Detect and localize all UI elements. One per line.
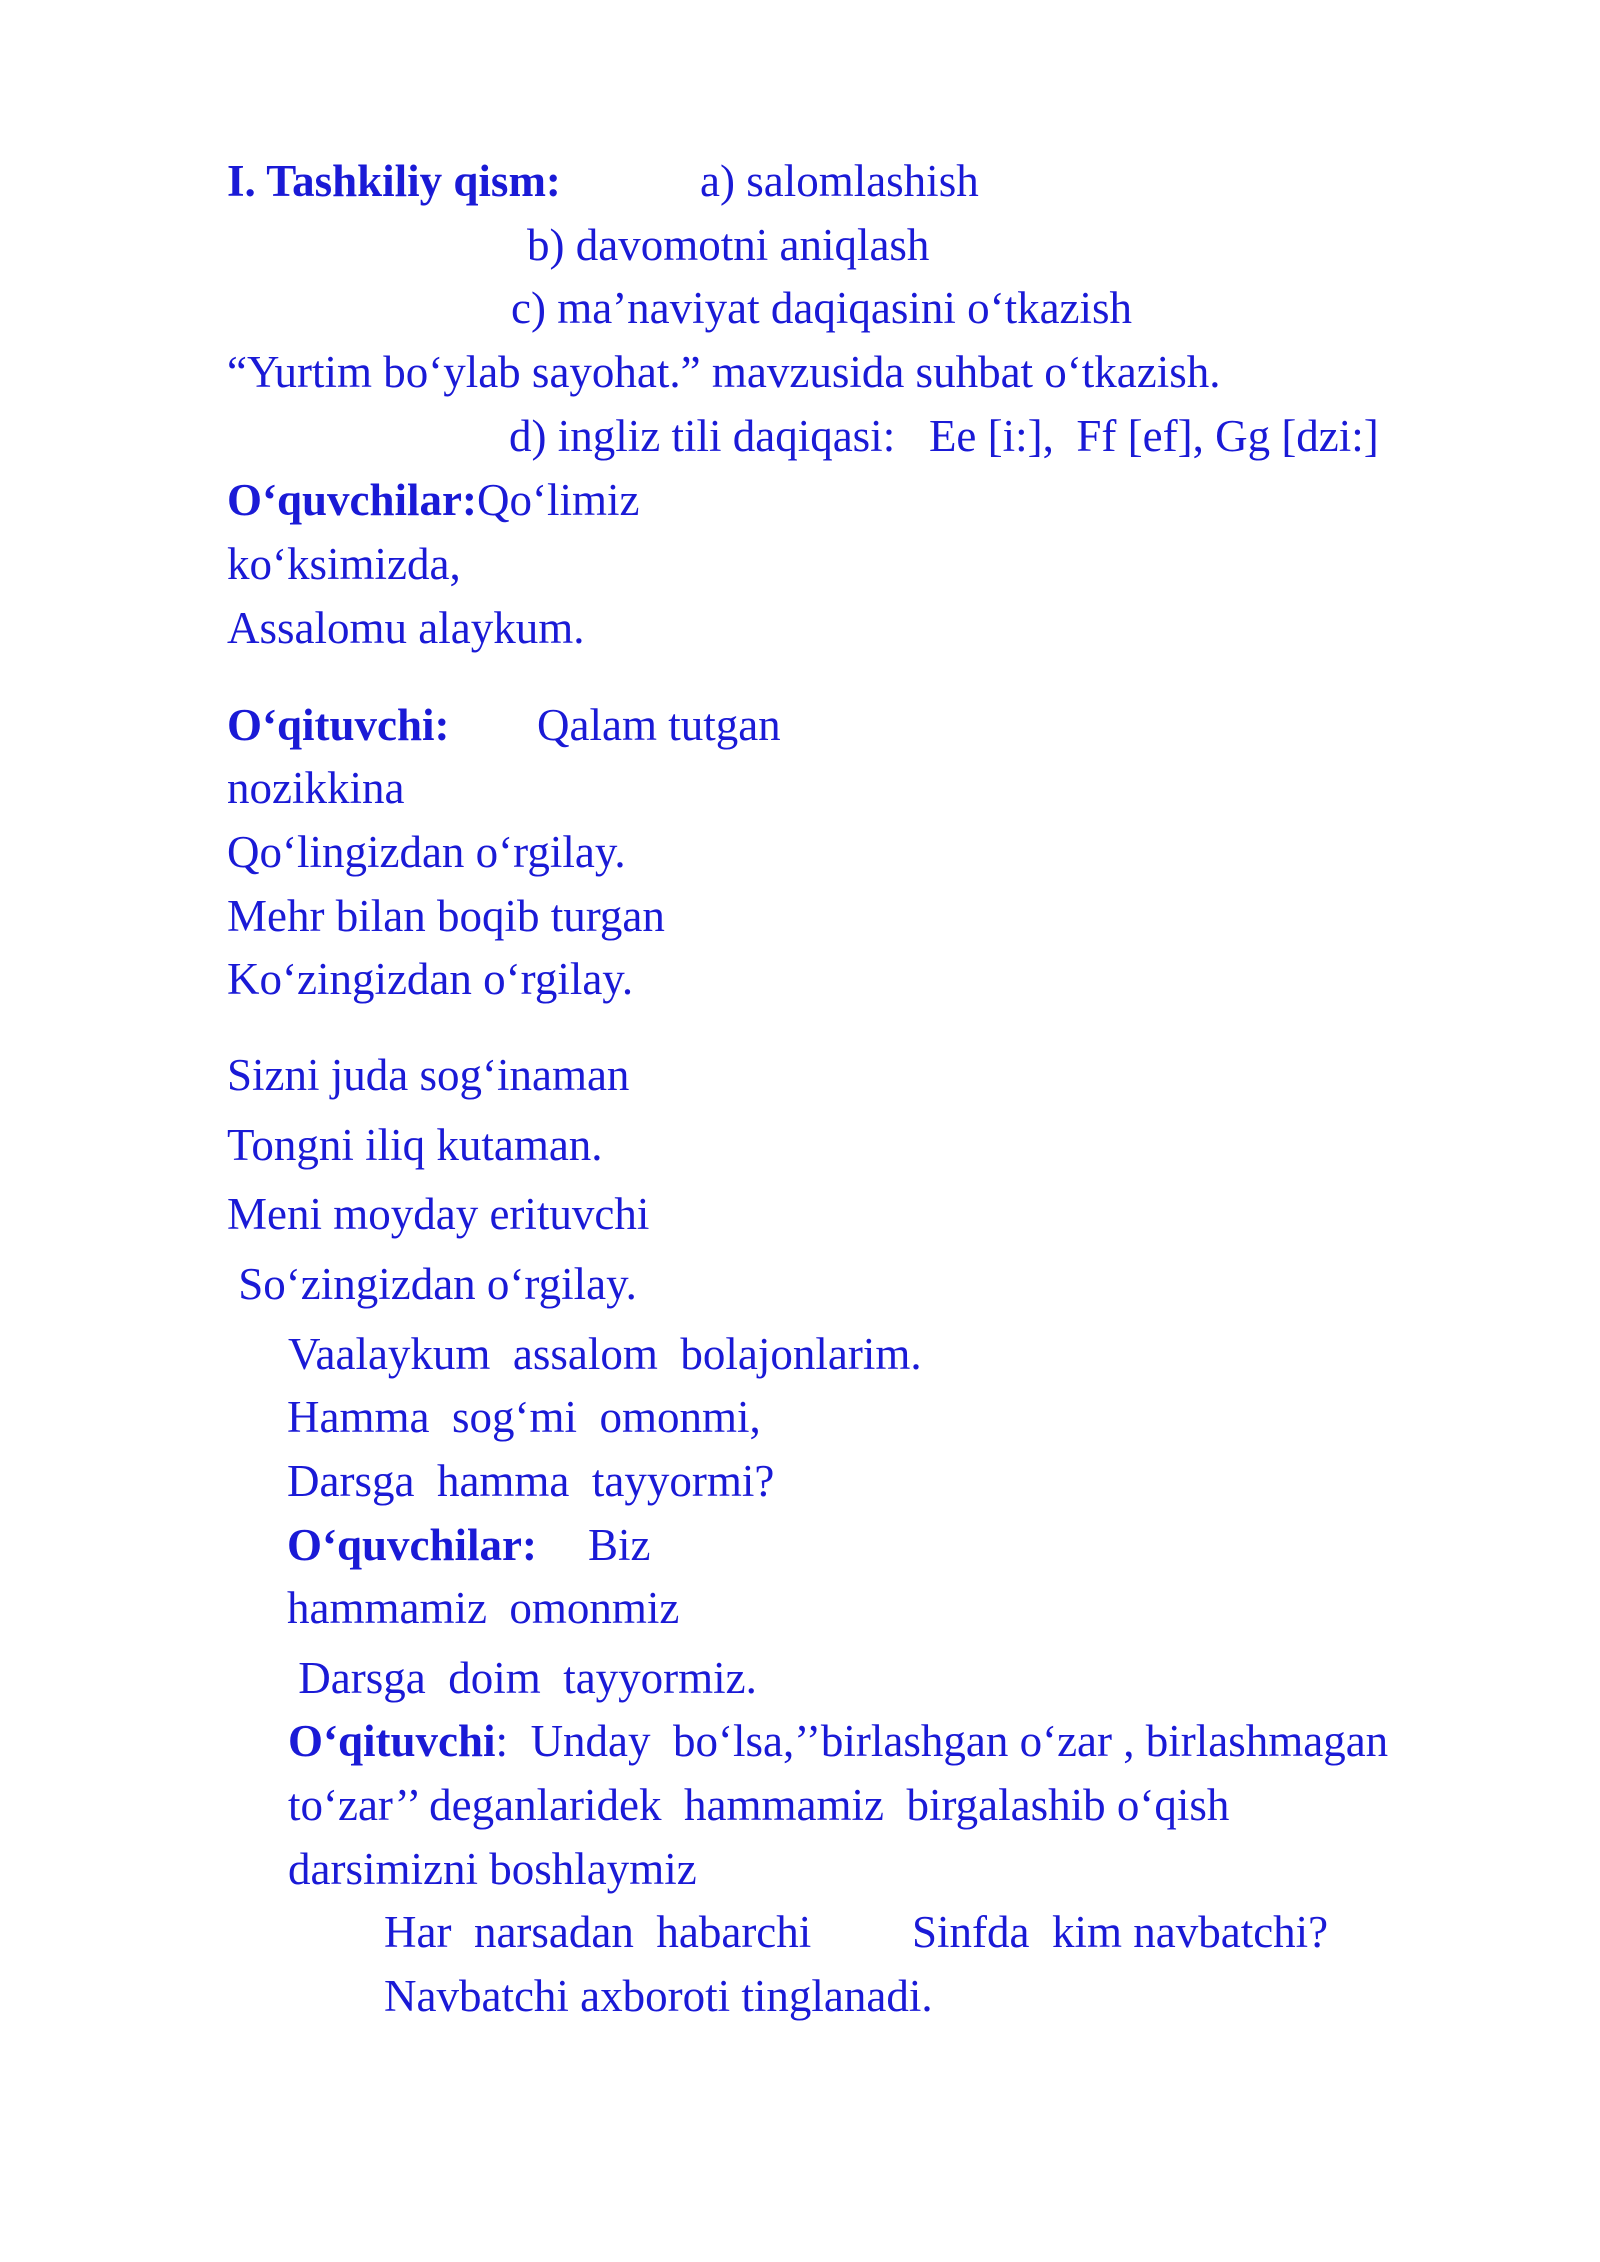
section-title: I. Tashkiliy qism: [227, 156, 561, 206]
students-reply-line-2: hammamiz omonmiz [287, 1583, 680, 1633]
students-greeting-line-1 [227, 472, 639, 528]
speaker-colon: : [495, 1716, 509, 1766]
speaker-label: O‘quvchilar: [227, 475, 478, 525]
speaker-label: O‘qituvchi [288, 1716, 496, 1766]
students-reply-line-1: Biz [588, 1520, 651, 1570]
teacher-reply-line-3: Darsga hamma tayyormi? [287, 1456, 775, 1506]
verse-text: Qo‘limiz [477, 475, 640, 525]
duty-line-1-right: Sinfda kim navbatchi? [912, 1907, 1329, 1957]
step-b: b) davomotni aniqlash [527, 220, 930, 270]
step-a: a) salomlashish [700, 156, 979, 206]
stanza2-line-1: Sizni juda sog‘inaman [227, 1050, 630, 1100]
teacher-poem-line-5: Ko‘zingizdan o‘rgilay. [227, 954, 634, 1004]
teacher-speaker-label: O‘qituvchi: [227, 700, 450, 750]
students-reply-line-3: Darsga doim tayyormiz. [287, 1653, 757, 1703]
stanza2-line-3: Meni moyday erituvchi [227, 1189, 650, 1239]
verse-text: Unday bo‘lsa,’’birlashgan o‘zar , birlashmagan [530, 1716, 1389, 1766]
teacher-reply-line-2: Hamma sog‘mi omonmi, [287, 1392, 761, 1442]
students-greeting-line-2: ko‘ksimizda, [227, 539, 461, 589]
topic-line: “Yurtim bo‘ylab sayohat.” mavzusida suhbat o‘tkazish. [227, 347, 1221, 397]
teacher-poem-line-3: Qo‘lingizdan o‘rgilay. [227, 827, 626, 877]
teacher-start-line-1 [288, 1713, 1388, 1769]
step-d: d) ingliz tili daqiqasi: Ee [i:], Ff [ef], Gg [dzi:] [509, 411, 1379, 461]
spacer [508, 1716, 531, 1766]
stanza2-line-2: Tongni iliq kutaman. [227, 1120, 603, 1170]
stanza2-line-4: So‘zingizdan o‘rgilay. [227, 1259, 637, 1309]
duty-line-2: Navbatchi axboroti tinglanadi. [384, 1971, 933, 2021]
teacher-poem-line-1: Qalam tutgan [537, 700, 781, 750]
teacher-start-line-3: darsimizni boshlaymiz [288, 1844, 697, 1894]
teacher-poem-line-4: Mehr bilan boqib turgan [227, 891, 665, 941]
students-reply-speaker-label: O‘quvchilar: [287, 1520, 538, 1570]
step-c: c) ma’naviyat daqiqasini o‘tkazish [511, 283, 1133, 333]
students-greeting-line-3: Assalomu alaykum. [227, 603, 585, 653]
teacher-start-line-2: to‘zar’’ deganlaridek hammamiz birgalashib o‘qish [288, 1780, 1230, 1830]
teacher-reply-line-1: Vaalaykum assalom bolajonlarim. [288, 1329, 922, 1379]
teacher-poem-line-2: nozikkina [227, 763, 405, 813]
duty-line-1-left: Har narsadan habarchi [384, 1907, 812, 1957]
